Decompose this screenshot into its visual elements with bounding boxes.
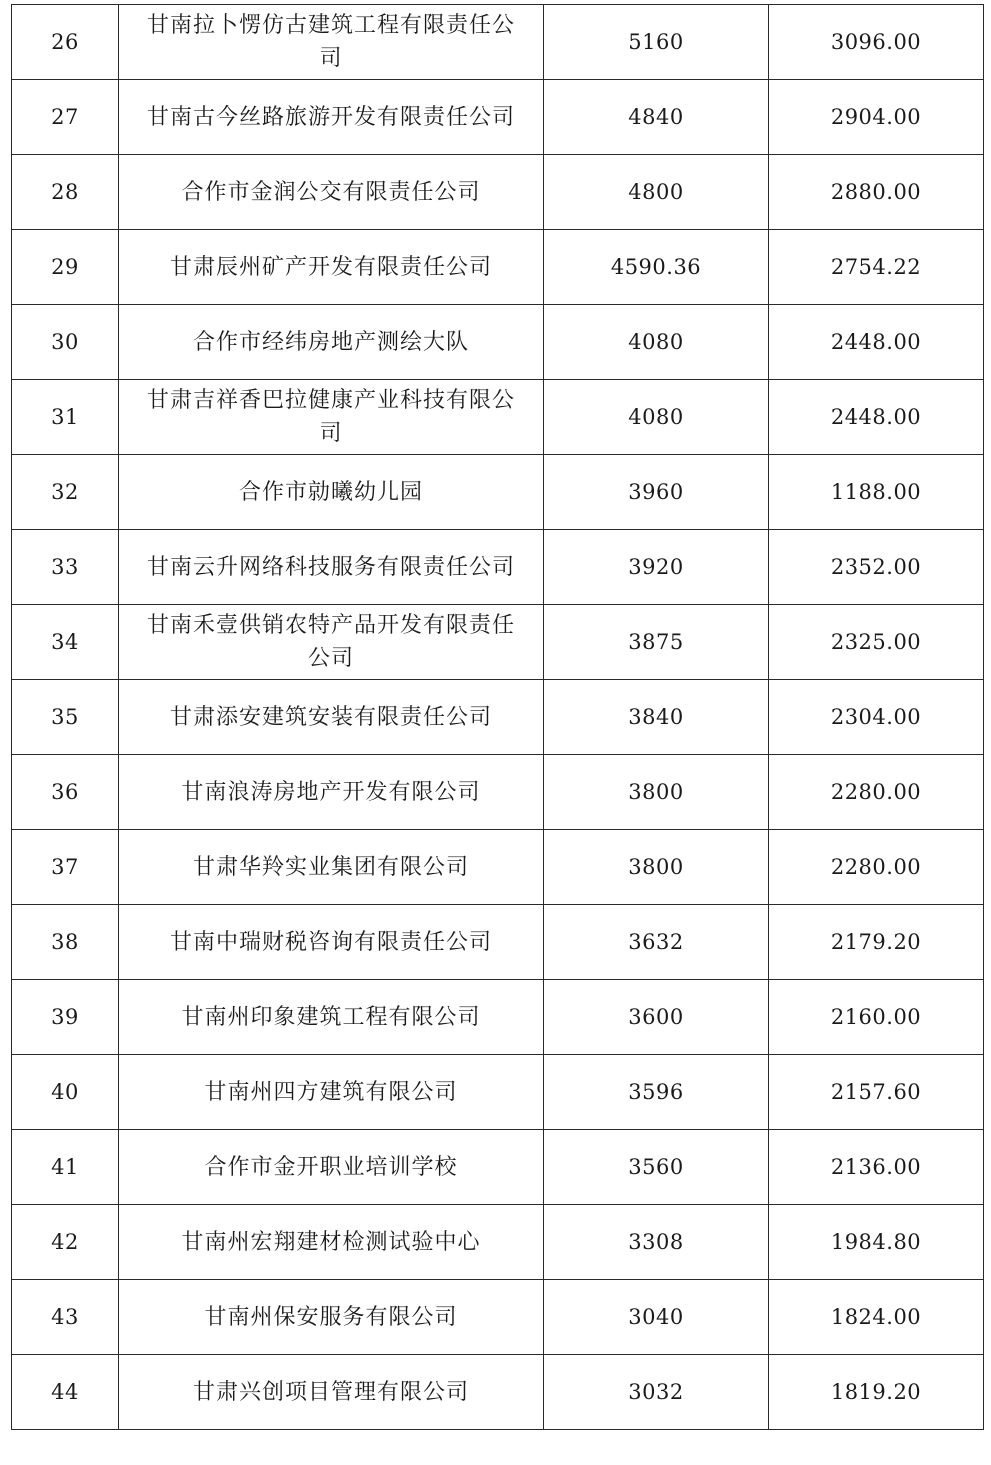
subsidy-cell: 2754.22 (769, 230, 984, 305)
row-index-cell: 26 (12, 5, 119, 80)
company-name-cell: 甘南云升网络科技服务有限责任公司 (119, 530, 544, 605)
company-name-cell: 合作市经纬房地产测绘大队 (119, 305, 544, 380)
company-name-cell: 甘南中瑞财税咨询有限责任公司 (119, 905, 544, 980)
company-name-cell: 甘南州印象建筑工程有限公司 (119, 980, 544, 1055)
table-row (12, 380, 984, 455)
row-index-cell: 31 (12, 380, 119, 455)
row-index-cell: 35 (12, 680, 119, 755)
company-name-cell: 甘南州保安服务有限公司 (119, 1280, 544, 1355)
table-row (12, 830, 984, 905)
row-index-cell: 41 (12, 1130, 119, 1205)
company-name-cell: 甘肃添安建筑安装有限责任公司 (119, 680, 544, 755)
company-name-cell: 甘南拉卜愣仿古建筑工程有限责任公司 (119, 5, 544, 80)
amount-cell: 3800 (544, 830, 769, 905)
row-index-cell: 32 (12, 455, 119, 530)
subsidy-cell: 1824.00 (769, 1280, 984, 1355)
amount-cell: 4080 (544, 380, 769, 455)
company-name-cell: 甘南古今丝路旅游开发有限责任公司 (119, 80, 544, 155)
row-index-cell: 40 (12, 1055, 119, 1130)
subsidy-cell: 2280.00 (769, 755, 984, 830)
table-row (12, 80, 984, 155)
subsidy-cell: 2448.00 (769, 305, 984, 380)
table-row (12, 455, 984, 530)
subsidy-cell: 2304.00 (769, 680, 984, 755)
row-index-cell: 29 (12, 230, 119, 305)
company-name-cell: 合作市金润公交有限责任公司 (119, 155, 544, 230)
table-row (12, 530, 984, 605)
subsidy-cell: 2136.00 (769, 1130, 984, 1205)
subsidy-table (11, 4, 984, 1430)
subsidy-cell: 2160.00 (769, 980, 984, 1055)
table-row (12, 605, 984, 680)
amount-cell: 5160 (544, 5, 769, 80)
company-name-cell: 甘肃兴创项目管理有限公司 (119, 1355, 544, 1430)
company-name-cell: 甘南禾壹供销农特产品开发有限责任公司 (119, 605, 544, 680)
amount-cell: 3560 (544, 1130, 769, 1205)
subsidy-cell: 2179.20 (769, 905, 984, 980)
company-name-cell: 合作市金开职业培训学校 (119, 1130, 544, 1205)
row-index-cell: 39 (12, 980, 119, 1055)
table-row (12, 755, 984, 830)
subsidy-cell: 2880.00 (769, 155, 984, 230)
row-index-cell: 30 (12, 305, 119, 380)
subsidy-cell: 2352.00 (769, 530, 984, 605)
amount-cell: 3920 (544, 530, 769, 605)
subsidy-cell: 1188.00 (769, 455, 984, 530)
row-index-cell: 28 (12, 155, 119, 230)
table-row (12, 1280, 984, 1355)
subsidy-cell: 2904.00 (769, 80, 984, 155)
amount-cell: 3308 (544, 1205, 769, 1280)
company-name-cell: 甘肃辰州矿产开发有限责任公司 (119, 230, 544, 305)
table-row (12, 980, 984, 1055)
amount-cell: 3632 (544, 905, 769, 980)
amount-cell: 3032 (544, 1355, 769, 1430)
table-row (12, 680, 984, 755)
company-name-cell: 甘肃吉祥香巴拉健康产业科技有限公司 (119, 380, 544, 455)
company-name-cell: 甘南州宏翔建材检测试验中心 (119, 1205, 544, 1280)
subsidy-cell: 2448.00 (769, 380, 984, 455)
row-index-cell: 36 (12, 755, 119, 830)
amount-cell: 3800 (544, 755, 769, 830)
amount-cell: 4800 (544, 155, 769, 230)
table-row (12, 905, 984, 980)
table-row (12, 5, 984, 80)
row-index-cell: 27 (12, 80, 119, 155)
amount-cell: 3960 (544, 455, 769, 530)
amount-cell: 4840 (544, 80, 769, 155)
amount-cell: 3596 (544, 1055, 769, 1130)
row-index-cell: 33 (12, 530, 119, 605)
table-body (12, 5, 984, 1430)
table-row (12, 155, 984, 230)
subsidy-cell: 1984.80 (769, 1205, 984, 1280)
table-row (12, 1130, 984, 1205)
row-index-cell: 38 (12, 905, 119, 980)
company-name-cell: 甘肃华羚实业集团有限公司 (119, 830, 544, 905)
amount-cell: 3040 (544, 1280, 769, 1355)
company-name-cell: 甘南浪涛房地产开发有限公司 (119, 755, 544, 830)
subsidy-cell: 2280.00 (769, 830, 984, 905)
subsidy-cell: 1819.20 (769, 1355, 984, 1430)
amount-cell: 3875 (544, 605, 769, 680)
row-index-cell: 34 (12, 605, 119, 680)
table-row (12, 1205, 984, 1280)
amount-cell: 3600 (544, 980, 769, 1055)
table-row (12, 1355, 984, 1430)
subsidy-cell: 3096.00 (769, 5, 984, 80)
row-index-cell: 37 (12, 830, 119, 905)
table-row (12, 305, 984, 380)
table-row (12, 230, 984, 305)
company-name-cell: 甘南州四方建筑有限公司 (119, 1055, 544, 1130)
subsidy-cell: 2325.00 (769, 605, 984, 680)
amount-cell: 4080 (544, 305, 769, 380)
row-index-cell: 42 (12, 1205, 119, 1280)
company-name-cell: 合作市勍曦幼儿园 (119, 455, 544, 530)
subsidy-cell: 2157.60 (769, 1055, 984, 1130)
row-index-cell: 44 (12, 1355, 119, 1430)
table-row (12, 1055, 984, 1130)
row-index-cell: 43 (12, 1280, 119, 1355)
amount-cell: 4590.36 (544, 230, 769, 305)
amount-cell: 3840 (544, 680, 769, 755)
